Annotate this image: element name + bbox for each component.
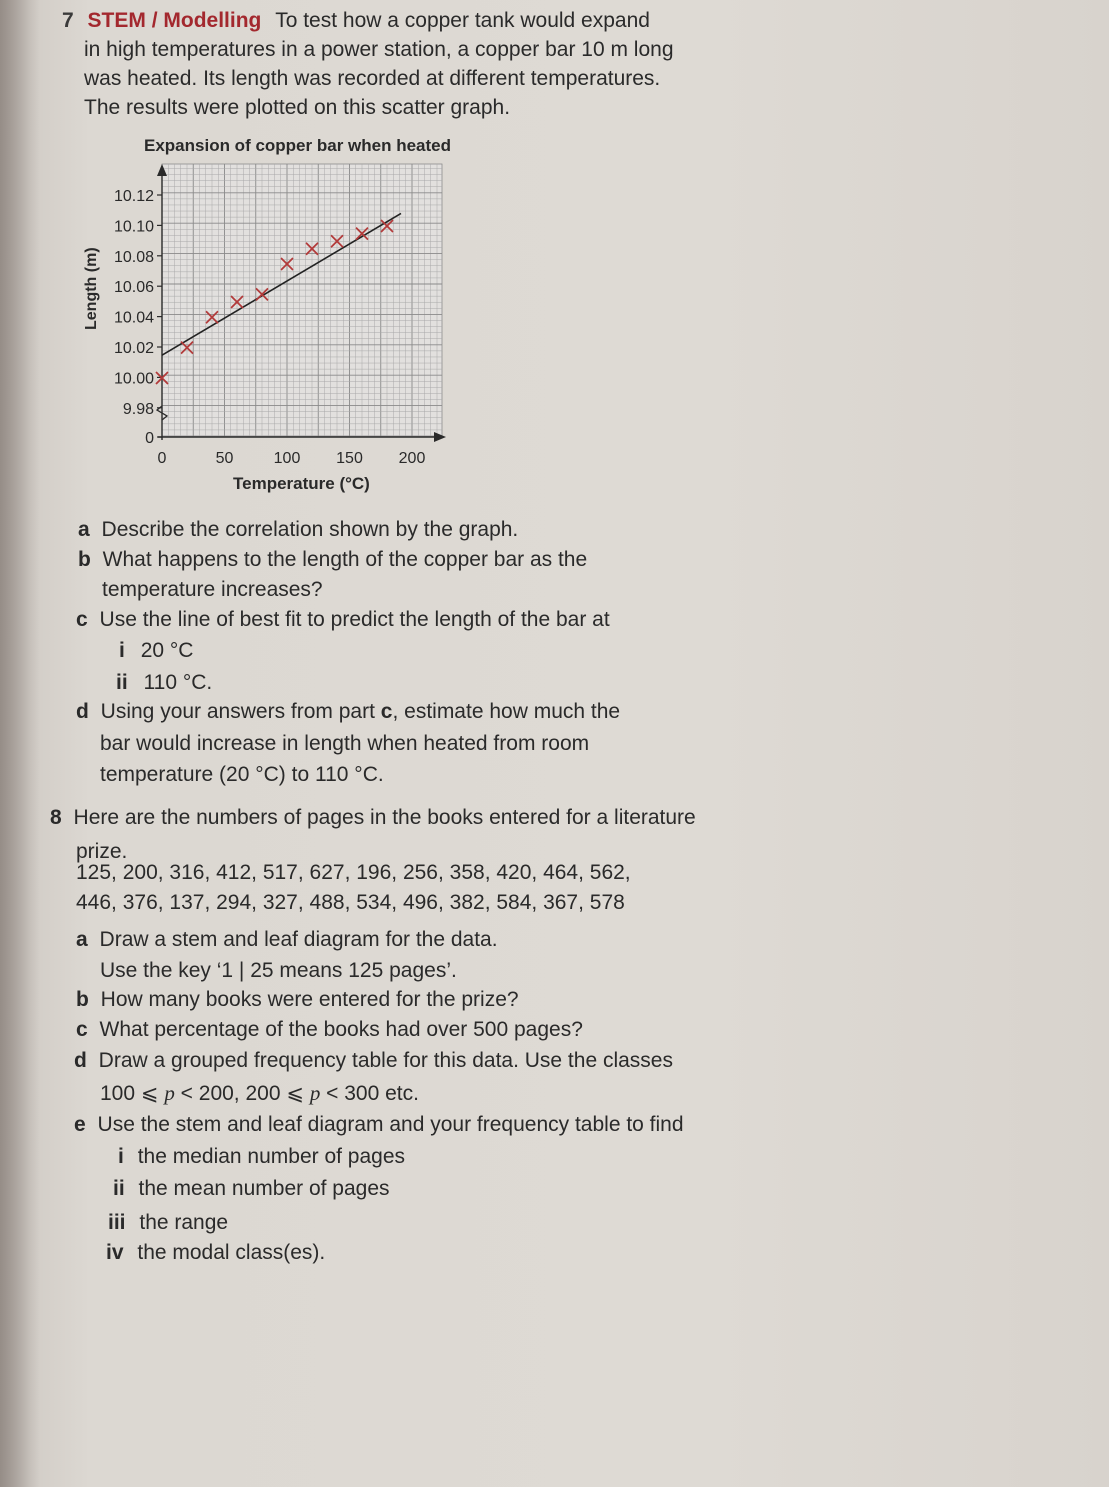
q7-part-c-i-text: 20 °C	[140, 639, 194, 662]
q8-part-c	[76, 1015, 583, 1045]
x-tick-label: 200	[398, 450, 426, 467]
y-tick-label: 10.10	[113, 218, 154, 236]
q8-part-d-classes	[100, 1078, 419, 1109]
page-edge-shadow	[0, 0, 40, 1487]
chart-grid	[162, 164, 442, 436]
q7-part-b-line-1: What happens to the length of the copper bar as the	[102, 548, 588, 571]
q7-intro-line-2: in high temperatures in a power station, a copper bar 10 m long	[84, 38, 674, 61]
q7-part-d-line-2: bar would increase in length when heated from room	[100, 732, 590, 755]
q7-part-d-text-bold: c	[380, 700, 393, 723]
q7-part-c-text: Use the line of best fit to predict the length of the bar at	[99, 608, 610, 631]
q8-intro-line-1: Here are the numbers of pages in the books entered for a literature	[73, 806, 696, 829]
q8-part-b	[76, 985, 519, 1015]
q7-intro-line-1: To test how a copper tank would expand	[275, 9, 650, 32]
class-2-high: 300 etc.	[344, 1082, 419, 1105]
q8-part-b-text: How many books were entered for the prize?	[100, 988, 519, 1011]
q8-part-d-label: d	[74, 1049, 87, 1072]
q8-part-e-label: e	[74, 1113, 86, 1136]
q8-part-e-iii-label: iii	[108, 1211, 126, 1234]
q7-header	[62, 6, 650, 36]
q7-part-c-ii-label: ii	[116, 671, 128, 694]
q7-part-c-ii	[116, 668, 212, 698]
q8-part-d	[74, 1046, 673, 1076]
y-tick-labels	[114, 188, 162, 447]
x-tick-label: 150	[336, 450, 363, 467]
q8-part-a-label: a	[76, 928, 88, 951]
q8-part-d-line-1: Draw a grouped frequency table for this data. Use the classes	[98, 1049, 673, 1072]
lt-symbol-1: <	[174, 1082, 199, 1105]
scatter-chart	[78, 130, 478, 500]
q8-part-c-text: What percentage of the books had over 500 pages?	[99, 1018, 583, 1041]
q7-part-b-label: b	[78, 548, 91, 571]
q7-part-a	[78, 515, 518, 545]
var-p-1: p	[164, 1081, 175, 1105]
x-tick-label: 100	[273, 450, 301, 467]
y-tick-label: 10.08	[113, 248, 154, 266]
y-tick-label: 10.04	[113, 309, 154, 327]
q7-intro-line-3: was heated. Its length was recorded at different temperatures.	[84, 67, 661, 90]
q8-part-e-iv	[106, 1238, 325, 1268]
q8-part-e-i-label: i	[118, 1145, 124, 1168]
q8-part-a	[76, 925, 498, 955]
q8-part-e-iv-label: iv	[106, 1241, 124, 1264]
q8-part-e-ii-text: the mean number of pages	[138, 1177, 390, 1200]
q8-part-e-iv-text: the modal class(es).	[137, 1241, 326, 1264]
class-1-high: 200,	[198, 1082, 246, 1105]
q7-part-c-i-label: i	[119, 639, 125, 662]
x-tick-label: 0	[157, 450, 167, 467]
y-tick-label: 10.06	[113, 279, 154, 297]
q8-part-e-ii	[113, 1174, 390, 1204]
q7-part-c-i	[119, 636, 193, 666]
q7-part-b	[78, 545, 587, 575]
q8-part-e-ii-label: ii	[113, 1177, 125, 1200]
x-tick-labels	[158, 450, 426, 467]
y-tick-label: 0	[145, 430, 154, 447]
y-tick-label: 10.02	[113, 340, 154, 357]
q7-part-d	[76, 697, 620, 727]
chart-title: Expansion of copper bar when heated	[144, 136, 451, 155]
q7-part-c-ii-text: 110 °C.	[143, 671, 213, 694]
q7-part-d-text-post: , estimate how much the	[392, 700, 621, 723]
q8-part-a-line-2: Use the key ‘1 | 25 means 125 pages’.	[100, 959, 457, 982]
q8-part-a-line-1: Draw a stem and leaf diagram for the data.	[99, 928, 498, 951]
q7-part-c	[76, 605, 610, 635]
class-1-low: 100	[100, 1082, 141, 1105]
q7-topic: STEM / Modelling	[87, 9, 262, 32]
q8-part-c-label: c	[76, 1018, 88, 1041]
lt-symbol-2: <	[320, 1082, 345, 1105]
class-2-low: 200	[245, 1082, 287, 1105]
q8-part-e-iii	[108, 1208, 228, 1238]
q7-part-a-label: a	[78, 518, 90, 541]
y-tick-label: 10.00	[113, 370, 154, 388]
q8-part-e	[74, 1110, 684, 1140]
q7-part-d-text-pre: Using your answers from part	[100, 700, 381, 723]
q8-number: 8	[50, 806, 62, 829]
q8-part-e-text: Use the stem and leaf diagram and your frequency table to find	[97, 1113, 684, 1136]
q8-part-e-iii-text: the range	[139, 1211, 229, 1234]
q8-data-line-1: 125, 200, 316, 412, 517, 627, 196, 256, 358, 420, 464, 562,	[76, 861, 631, 884]
x-tick-label: 50	[215, 450, 234, 467]
q8-data-line-2: 446, 376, 137, 294, 327, 488, 534, 496, 382, 584, 367, 578	[76, 891, 625, 914]
q8-intro-line-2: prize.	[76, 840, 128, 863]
y-axis-label: Length (m)	[83, 247, 100, 330]
q7-part-a-text: Describe the correlation shown by the graph.	[101, 518, 519, 541]
var-p-2: p	[309, 1081, 321, 1105]
q7-part-d-line-3: temperature (20 °C) to 110 °C.	[100, 763, 384, 786]
q7-part-c-label: c	[76, 608, 88, 631]
q7-number: 7	[62, 9, 74, 32]
y-tick-label: 9.98	[122, 400, 154, 418]
q8-part-e-i	[118, 1142, 405, 1172]
q7-part-b-line-2: temperature increases?	[102, 578, 323, 601]
q8-part-e-i-text: the median number of pages	[137, 1145, 406, 1168]
le-symbol-2: ⩽	[286, 1082, 304, 1105]
q8-header	[50, 803, 696, 833]
q8-part-b-label: b	[76, 988, 89, 1011]
x-axis-label: Temperature (°C)	[233, 474, 370, 493]
q7-part-d-label: d	[76, 700, 89, 723]
q7-intro-line-4: The results were plotted on this scatter graph.	[84, 96, 511, 119]
le-symbol-1: ⩽	[140, 1082, 159, 1105]
y-tick-label: 10.12	[113, 188, 154, 205]
